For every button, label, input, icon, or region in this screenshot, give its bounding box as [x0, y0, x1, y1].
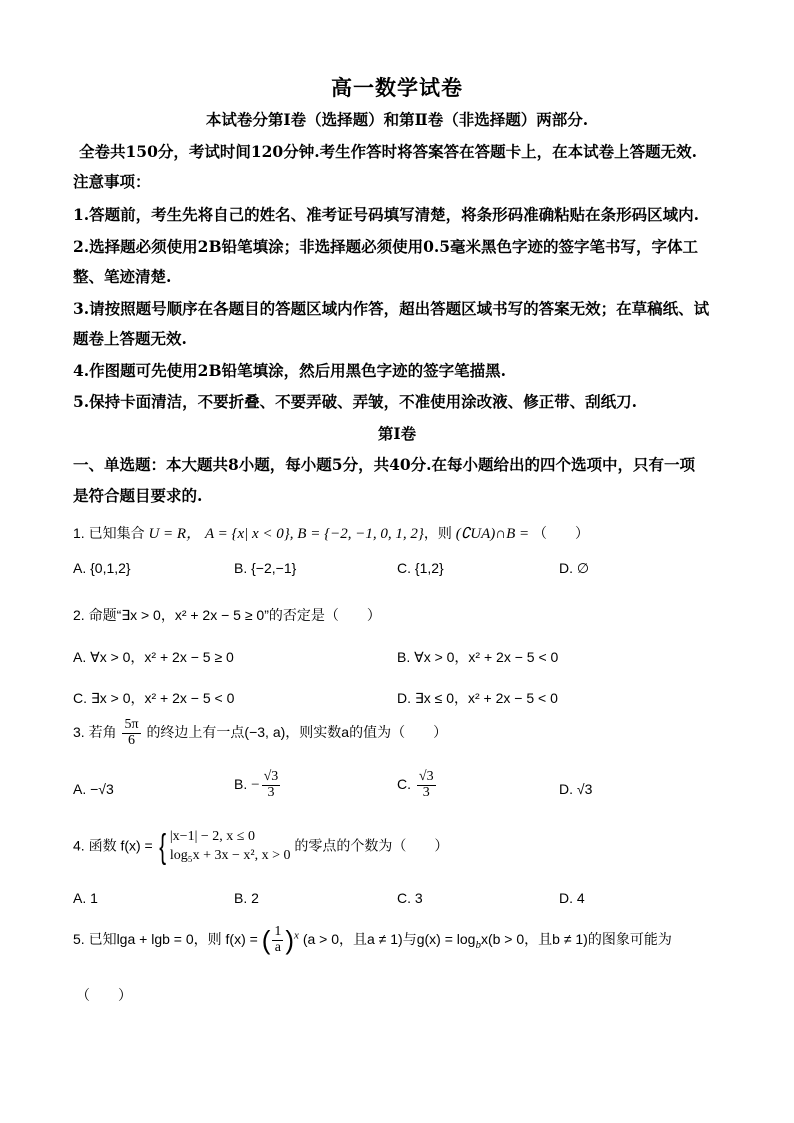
- q4-piecewise-brace: {: [158, 827, 166, 866]
- part-heading-line-1: 一、单选题：本大题共8小题，每小题5分，共40分.在每小题给出的四个选项中，只有一项: [73, 455, 696, 474]
- q4-piecewise-cases: [170, 828, 291, 866]
- question-1-stem: [73, 522, 589, 543]
- q2-option-b: B. ∀x > 0，x² + 2x − 5 < 0: [397, 649, 559, 665]
- q2-option-a: A. ∀x > 0，x² + 2x − 5 ≥ 0: [73, 649, 234, 665]
- question-5-stem: 5. 已知lga + lgb = 0，则 f(x) = ( $\frac{1}{a}$ )$^x$ (a > 0，且a ≠ 1)与$g(x) = \log_bx(b > 0$，且b ≠ 1)的图象可能为: [73, 924, 672, 955]
- intro-line-1: 本试卷分第Ⅰ卷（选择题）和第Ⅱ卷（非选择题）两部分.: [205, 110, 589, 129]
- q4-case-2: log₅x + 3x − x², x > 0: [169, 847, 291, 863]
- q5-log-base: b: [475, 939, 481, 951]
- q3-option-d: D. √3: [559, 781, 593, 797]
- q1-stem-prefix: 1. 已知集合: [73, 525, 145, 541]
- q3-option-b-denominator: 3: [267, 784, 275, 800]
- q1-answer-paren: （ ）: [533, 525, 590, 541]
- q3-stem-suffix: 的终边上有一点(−3, a)，则实数a的值为（ ）: [146, 723, 448, 740]
- q3-option-c-numerator: √3: [418, 769, 434, 784]
- q4-stem-prefix: 4. 函数 f(x) =: [73, 837, 153, 854]
- q3-option-c: [397, 770, 438, 800]
- q1-sets: A = {x| x < 0}, B = {−2, −1, 0, 1, 2}: [204, 526, 424, 542]
- q4-option-c: C. 3: [397, 890, 423, 906]
- q4-option-b: B. 2: [234, 890, 259, 906]
- q3-option-c-fraction: [417, 770, 436, 800]
- q1-option-b: B. {−2,−1}: [234, 560, 297, 576]
- page-title: 高一数学试卷: [331, 75, 463, 100]
- q5-base-fraction: [272, 925, 283, 955]
- note-3: 3.请按照题号顺序在各题目的答题区域内作答，超出答题区域书写的答案无效；在草稿纸、试: [73, 299, 710, 318]
- q1-option-d: D. ∅: [559, 560, 590, 576]
- q4-option-a: A. 1: [73, 890, 98, 906]
- q3-option-b: B. − $\frac{√3}{3}$: [234, 769, 279, 800]
- q5-stem-suffix: x(b > 0，且b ≠ 1)的图象可能为: [480, 931, 672, 948]
- q4-case-1: |x−1| − 2, x ≤ 0: [169, 829, 255, 844]
- q3-option-b-label: B.: [234, 775, 248, 792]
- part-heading-line-2: 是符合题目要求的.: [73, 486, 203, 505]
- q3-angle-numerator: 5π: [124, 717, 139, 732]
- q3-angle-fraction: [122, 718, 140, 748]
- q1-option-c: C. {1,2}: [397, 560, 444, 576]
- note-2: 2.选择题必须使用2B铅笔填涂；非选择题必须使用0.5毫米黑色字迹的签字笔书写，字体工: [73, 237, 699, 256]
- note-4: 4.作图题可先使用2B铅笔填涂，然后用黑色字迹的签字笔描黑.: [73, 361, 506, 380]
- q3-option-c-denominator: 3: [422, 784, 430, 800]
- q2-option-d: D. ∃x ≤ 0，x² + 2x − 5 < 0: [397, 690, 558, 706]
- note-3-cont: 题卷上答题无效.: [73, 329, 187, 348]
- note-1: 1.答题前，考生先将自己的姓名、准考证号码填写清楚，将条形码准确粘贴在条形码区域内.: [73, 205, 700, 224]
- q3-stem-prefix: 3. 若角: [73, 723, 117, 740]
- q5-base-denominator: a: [274, 940, 281, 955]
- question-4-stem: [73, 828, 448, 866]
- q5-base-numerator: 1: [274, 924, 282, 940]
- notice-heading: 注意事项：: [73, 172, 151, 191]
- q3-option-a: A. −√3: [73, 781, 114, 797]
- q1-option-a: A. {0,1,2}: [73, 560, 131, 576]
- q5-stem-middle: (a > 0，且a ≠ 1)与g(x) = log: [302, 931, 476, 948]
- q4-option-d: D. 4: [559, 890, 585, 906]
- q2-option-c: C. ∃x > 0，x² + 2x − 5 < 0: [73, 690, 235, 706]
- note-2-cont: 整、笔迹清楚.: [73, 267, 172, 286]
- question-2-stem: 2. 命题“∃x > 0，x² + 2x − 5 ≥ 0”的否定是（ ）: [73, 607, 381, 623]
- q1-stem-mid: ，则: [423, 525, 452, 541]
- intro-line-2: 全卷共150分，考试时间120分钟.考生作答时将答案答在答题卡上，在本试卷上答题无效.: [79, 142, 698, 161]
- section-title: 第Ⅰ卷: [377, 424, 417, 443]
- q5-stem-prefix: 5. 已知lga + lgb = 0，则 f(x) =: [73, 931, 258, 948]
- q5-answer-paren: （ ）: [76, 987, 132, 1003]
- q1-expression: (∁UA)∩B =: [455, 526, 530, 542]
- q3-angle-denominator: 6: [128, 732, 135, 748]
- q1-universal-set: U = R，: [148, 526, 202, 542]
- note-5: 5.保持卡面清洁，不要折叠、不要弄破、弄皱，不准使用涂改液、修正带、刮纸刀.: [73, 392, 638, 411]
- q5-exponent: x: [294, 929, 299, 942]
- q3-option-b-numerator: √3: [263, 769, 279, 784]
- q4-stem-suffix: 的零点的个数为（ ）: [294, 837, 449, 854]
- q3-option-b-fraction: [262, 770, 281, 800]
- q3-option-c-label: C.: [397, 775, 411, 792]
- question-3-stem: [73, 718, 447, 748]
